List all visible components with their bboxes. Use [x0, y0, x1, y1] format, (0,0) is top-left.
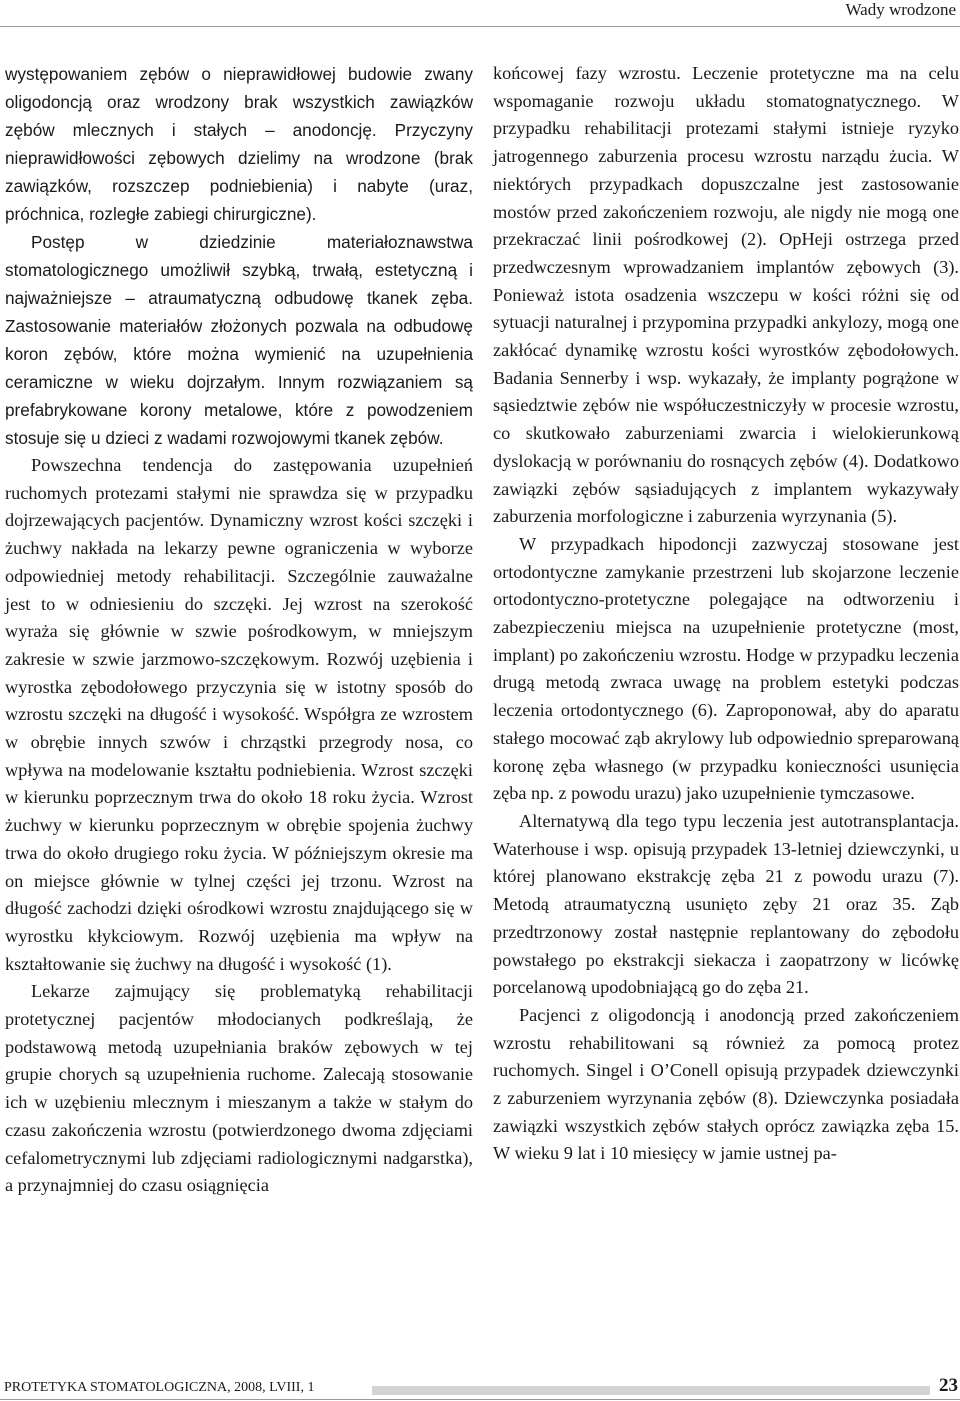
running-title: Wady wrodzone	[845, 0, 956, 19]
left-column	[5, 60, 473, 1200]
footer-grey-bar	[372, 1386, 930, 1395]
journal-citation: PROTETYKA STOMATOLOGICZNA, 2008, LVIII, 1	[4, 1380, 315, 1395]
footer-rule	[0, 1399, 960, 1400]
page-number: 23	[939, 1375, 958, 1396]
right-paragraph-1: końcowej fazy wzrostu. Leczenie protetyczne ma na celu wspomaganie rozwoju układu stomatognatycznego. W przypadku rehabilitacji protezami stałymi istnieje ryzyko jatrogennego zaburzenia procesu wzrostu narządu żucia. W niektórych przypadkach dopuszczalne jest zastosowanie mostów przed zakończeniem rozwoju, ale nigdy nie mogą one przekraczać linii pośrodkowej (2). OpHeji ostrzega przed przedwczesnym wprowadzaniem implantów zębowych (3). Ponieważ istota osadzenia wszczepu w kości różni się od sytuacji naturalnej i przypomina przypadki ankylozy, mogą one zakłócać dynamikę wzrostu kości wyrostków zębodołowych. Badania Sennerby i wsp. wykazały, że implanty pogrążone w sąsiedztwie zębów nie współuczestniczyły w procesie wzrostu, co skutkowało zaburzeniami zwarcia i wielokierunkową dyslokacją w porównaniu do rosnących zębów (4). Dodatkowo zawiązki zębów sąsiadujących z implantem wykazywały zaburzenia morfologiczne i zaburzenia wyrzynania (5).	[493, 63, 959, 527]
right-paragraph-3: Alternatywą dla tego typu leczenia jest autotransplantacja. Waterhouse i wsp. opisują przypadek 13-letniej dziewczynki, u której planowano ekstrakcję zęba 21 z powodu urazu (7). Metodą atraumatyczną usunięto zęby 21 oraz 35. Ząb przedtrzonowy został następnie replantowany do zębodołu powstałego po ekstrakcji siekacza i zaopatrzony w licówkę porcelanową upodobniającą go do zęba 21.	[493, 810, 959, 998]
right-paragraph-4: Pacjenci z oligodoncją i anodoncją przed zakończeniem wzrostu rehabilitowani są również za pomocą protez ruchomych. Singel i O’Conell opisują przypadek dziewczynki z zaburzeniem wyrzynania zębów (8). Dziewczynka posiadała zawiązki wszystkich zębów stałych oprócz zawiązka zęba 15. W wieku 9 lat i 10 miesięcy w jamie ustnej pa-	[493, 1004, 959, 1164]
header-rule	[0, 26, 960, 27]
left-paragraph-3: Powszechna tendencja do zastępowania uzupełnień ruchomych protezami stałymi nie sprawdza się w przypadku dojrzewających pacjentów. Dynamiczny wzrost kości szczęki i żuchwy nakłada na lekarzy pewne ograniczenia w wyborze odpowiedniej metody rehabilitacji. Szczególnie zauważalne jest to w odniesieniu do szczęki. Jej wzrost na szerokość wyraża się głównie w szwie pośrodkowym, w mniejszym zakresie w szwie jarzmowo-szczękowym. Rozwój uzębienia i wyrostka zębodołowego przyczynia się w istotny sposób do wzrostu szczęki na długość i wysokość. Współgra ze wzrostem w obrębie innych szwów i chrząstki przegrody nosa, co wpływa na modelowanie kształtu podniebienia. Wzrost szczęki w kierunku poprzecznym trwa do około 18 roku życia. Wzrost żuchwy w kierunku poprzecznym w obrębie spojenia żuchwy trwa do około drugiego roku życia. W późniejszym okresie ma on miejsce głównie w tylnej części jej trzonu. Wzrost na długość zachodzi dzięki ośrodkowi wzrostu znajdującego się w wyrostku kłykciowym. Rozwój uzębienia ma wpływ na kształtowanie się żuchwy na długość i wysokość (1).	[5, 455, 473, 974]
left-paragraph-1: występowaniem zębów o nieprawidłowej budowie zwany oligodoncją oraz wrodzony brak wszystkich zawiązków zębów mlecznych i stałych – anodoncję. Przyczyny nieprawidłowości zębowych dzielimy na wrodzone (brak zawiązków, rozszczep podniebienia) i nabyte (uraz, próchnica, rozległe zabiegi chirurgiczne).	[5, 64, 473, 224]
right-column	[493, 60, 959, 1168]
right-paragraph-2: W przypadkach hipodoncji zazwyczaj stosowane jest ortodontyczne zamykanie przestrzeni lub skojarzone leczenie ortodontyczno-protetyczne polegające na odtworzeniu i zabezpieczeniu miejsca na uzupełnienie protetyczne (most, implant) po zakończeniu wzrostu. Hodge w przypadku leczenia drugą metodą zwraca uwagę na problem estetyki podczas leczenia ortodontycznego (6). Zaproponował, aby do aparatu stałego mocować ząb akrylowy lub odpowiednio spreparowaną koronę zęba własnego (w przypadku konieczności usunięcia zęba np. z powodu urazu) jako uzupełnienie tymczasowe.	[493, 533, 959, 804]
page-footer	[4, 1375, 960, 1400]
left-paragraph-4: Lekarze zajmujący się problematyką rehabilitacji protetycznej pacjentów młodocianych podkreślają, że podstawową metodą uzupełniania braków zębowych w tej grupie chorych są uzupełnienia ruchome. Zalecają stosowanie ich w uzębieniu mlecznym i mieszanym a także w stałym do czasu zakończenia wzrostu (potwierdzonego dwoma zdjęciami cefalometrycznymi lub zdjęciami radiologicznymi nadgarstka), a przynajmniej do czasu osiągnięcia	[5, 981, 473, 1196]
left-paragraph-2: Postęp w dziedzinie materiałoznawstwa stomatologicznego umożliwił szybką, trwałą, estetyczną i najważniejsze – atraumatyczną odbudowę tkanek zęba. Zastosowanie materiałów złożonych pozwala na odbudowę koron zębów, które można wymienić na uzupełnienia ceramiczne w wieku dojrzałym. Innym rozwiązaniem są prefabrykowane korony metalowe, które z powodzeniem stosuje się u dzieci z wadami rozwojowymi tkanek zębów.	[5, 232, 473, 448]
